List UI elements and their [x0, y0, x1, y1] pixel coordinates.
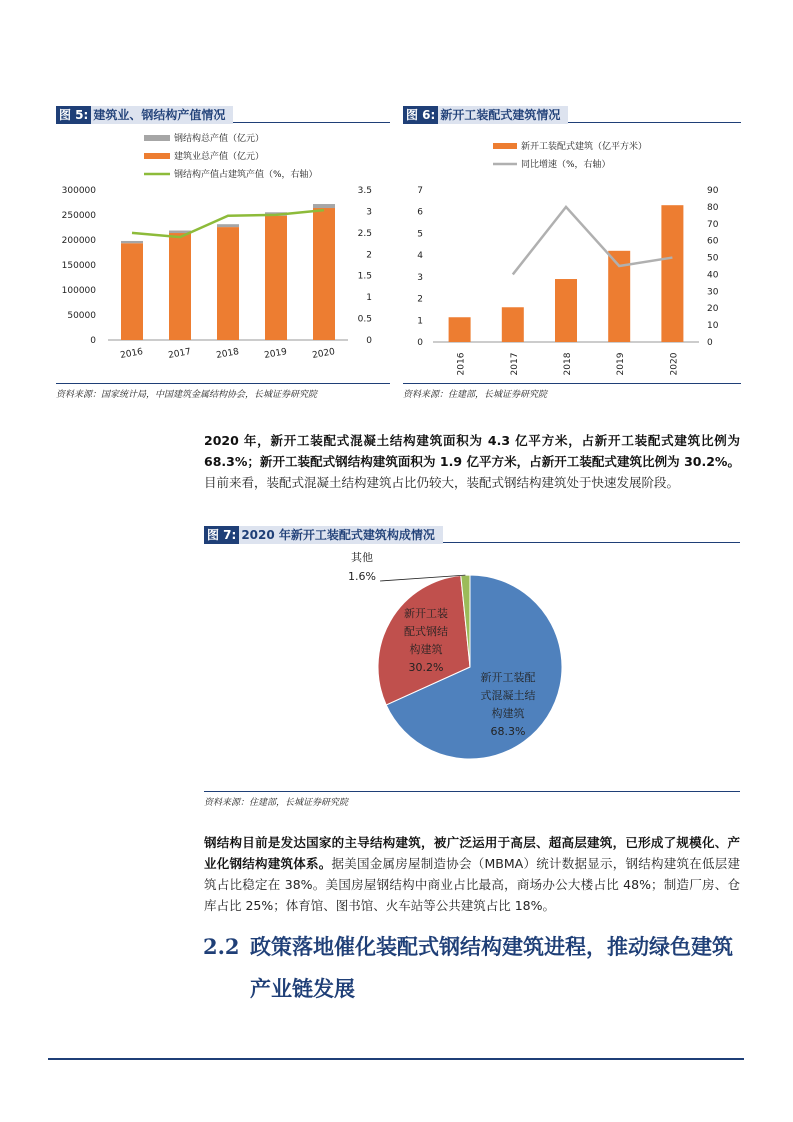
fig5-x-label: 2019	[263, 347, 288, 361]
paragraph-1-text: 目前来看，装配式混凝土结构建筑占比仍较大，装配式钢结构建筑处于快速发展阶段。	[204, 475, 680, 490]
fig6-left-tick: 7	[417, 186, 423, 196]
fig6-right-tick: 70	[707, 219, 719, 230]
fig5-title-box	[56, 106, 233, 124]
fig7-title: 2020 年新开工装配式建筑构成情况	[241, 528, 435, 542]
fig5-bar-construction	[265, 216, 287, 340]
fig6-right-tick: 10	[707, 321, 719, 332]
fig5-left-tick: 300000	[61, 186, 96, 196]
fig6-bar	[502, 307, 524, 342]
footer-rule	[48, 1058, 744, 1060]
paragraph-2	[204, 832, 740, 916]
fig6-title-box	[403, 106, 568, 124]
fig6-bar	[555, 279, 577, 342]
fig5-right-tick: 3.5	[357, 186, 372, 196]
fig7-chart	[204, 545, 740, 785]
fig5-left-tick: 150000	[61, 261, 96, 271]
fig7-label-other: 1.6%	[348, 570, 376, 583]
fig5-right-tick: 0.5	[357, 314, 372, 325]
fig6-legend-swatch-0	[493, 143, 517, 149]
fig6-line-growth	[513, 207, 673, 275]
fig5-bar-construction	[121, 243, 143, 340]
fig5-left-tick: 200000	[61, 236, 96, 246]
fig6-left-tick: 3	[417, 272, 423, 283]
paragraph-2-text: 据美国金属房屋制造协会（MBMA）统计数据显示，钢结构建筑在低层建筑占比稳定在 38%。美国房屋钢结构中商业占比最高，商场办公大楼占比 48%；制造厂房、仓库占比 25%；体育馆、图书馆、火车站等公共建筑占比 18%。	[204, 856, 740, 913]
fig6-chart	[403, 128, 741, 378]
fig6-title: 新开工装配式建筑情况	[440, 108, 561, 122]
fig5-bar-construction	[313, 208, 335, 340]
fig5-right-tick: 2.5	[357, 228, 372, 239]
fig5-right-tick: 1.5	[357, 271, 372, 282]
fig5-legend-label-1: 建筑业总产值（亿元）	[174, 152, 265, 162]
fig5-left-tick: 100000	[61, 286, 96, 296]
fig5-bar-construction	[217, 227, 239, 340]
fig5-x-label: 2018	[215, 347, 240, 361]
fig5-left-tick: 250000	[61, 211, 96, 221]
fig6-left-tick: 6	[417, 207, 423, 218]
fig7-label-concrete: 68.3%	[490, 725, 526, 738]
fig5-tag: 图 5:	[56, 106, 91, 124]
fig6-legend-label-0: 新开工装配式建筑（亿平方米）	[521, 142, 648, 152]
paragraph-1-bold: 2020 年，新开工装配式混凝土结构建筑面积为 4.3 亿平方米，占新开工装配式建筑比例为 68.3%；新开工装配式钢结构建筑面积为 1.9 亿平方米，占新开工装配式建筑比例为 30.2%。	[204, 433, 740, 469]
fig7-label-concrete: 新开工装配	[480, 671, 536, 684]
fig6-right-tick: 30	[707, 287, 719, 298]
fig6-right-tick: 40	[707, 270, 719, 281]
fig7-header	[204, 524, 740, 543]
fig5-bar-steel	[313, 204, 335, 208]
fig6-source: 资料来源：住建部，长城证券研究院	[403, 383, 741, 402]
fig6-right-tick: 50	[707, 253, 719, 264]
fig6-right-tick: 0	[707, 338, 713, 348]
fig6-left-tick: 0	[417, 338, 423, 348]
fig7-source: 资料来源：住建部，长城证券研究院	[204, 791, 740, 810]
fig5-title: 建筑业、钢结构产值情况	[93, 108, 226, 122]
fig6-left-tick: 1	[417, 316, 423, 327]
fig6-left-tick: 2	[417, 294, 423, 305]
fig6-x-label: 2017	[509, 352, 520, 376]
fig6-right-tick: 80	[707, 202, 719, 213]
fig7-tag: 图 7:	[204, 526, 239, 544]
fig6-x-label: 2020	[669, 352, 680, 376]
paragraph-2-bold: 钢结构目前是发达国家的主导结构建筑，被广泛运用于高层、超高层建筑，已形成了规模化、产业化钢结构建筑体系。	[204, 835, 740, 871]
fig5-source: 资料来源：国家统计局，中国建筑金属结构协会，长城证券研究院	[56, 383, 390, 402]
fig5-x-label: 2016	[119, 347, 144, 361]
fig7-label-steel: 配式钢结	[404, 625, 448, 638]
fig6-left-tick: 4	[417, 251, 423, 262]
fig5-left-tick: 50000	[67, 311, 96, 321]
fig7-label-steel: 构建筑	[409, 643, 443, 656]
fig5-right-tick: 1	[366, 293, 372, 304]
fig5-bar-steel	[121, 241, 143, 243]
section-number: 2.2	[203, 934, 240, 959]
section-title-line1: 政策落地催化装配式钢结构建筑进程，推动绿色建筑	[250, 934, 733, 959]
paragraph-1	[204, 430, 740, 493]
section-title-line2: 产业链发展	[250, 976, 355, 1001]
fig6-tag: 图 6:	[403, 106, 438, 124]
fig6-header	[403, 104, 741, 123]
fig7-label-steel: 新开工装	[404, 607, 448, 620]
fig5-right-tick: 3	[366, 207, 372, 218]
fig5-legend-label-2: 钢结构产值占建筑产值（%，右轴）	[174, 170, 318, 180]
fig7-label-other: 其他	[351, 551, 373, 564]
fig5-x-label: 2017	[167, 347, 192, 361]
fig6-right-tick: 20	[707, 304, 719, 315]
fig5-right-tick: 0	[366, 336, 372, 346]
fig6-legend-label-1: 同比增速（%，右轴）	[521, 160, 611, 170]
fig5-legend-label-0: 钢结构总产值（亿元）	[174, 134, 265, 144]
fig6-right-tick: 60	[707, 236, 719, 247]
fig7-label-steel: 30.2%	[408, 661, 444, 674]
fig7-label-concrete: 构建筑	[491, 707, 525, 720]
fig6-x-label: 2018	[563, 352, 573, 376]
fig6-x-label: 2019	[616, 352, 627, 376]
fig5-bar-steel	[217, 224, 239, 227]
fig5-left-tick: 0	[90, 336, 96, 346]
fig6-bar	[661, 205, 683, 342]
fig6-right-tick: 90	[707, 186, 719, 196]
fig6-x-label: 2016	[456, 352, 467, 376]
fig5-bar-construction	[169, 233, 191, 340]
fig5-legend-swatch-1	[144, 153, 170, 159]
fig7-label-concrete: 式混凝土结	[480, 689, 536, 702]
fig6-left-tick: 5	[417, 229, 423, 240]
fig5-right-tick: 2	[366, 250, 372, 261]
fig5-x-label: 2020	[311, 347, 336, 361]
fig5-legend-swatch-0	[144, 135, 170, 141]
fig5-header	[56, 104, 390, 123]
fig6-bar	[449, 317, 471, 342]
fig5-chart	[56, 128, 390, 378]
fig7-title-box	[204, 526, 443, 544]
